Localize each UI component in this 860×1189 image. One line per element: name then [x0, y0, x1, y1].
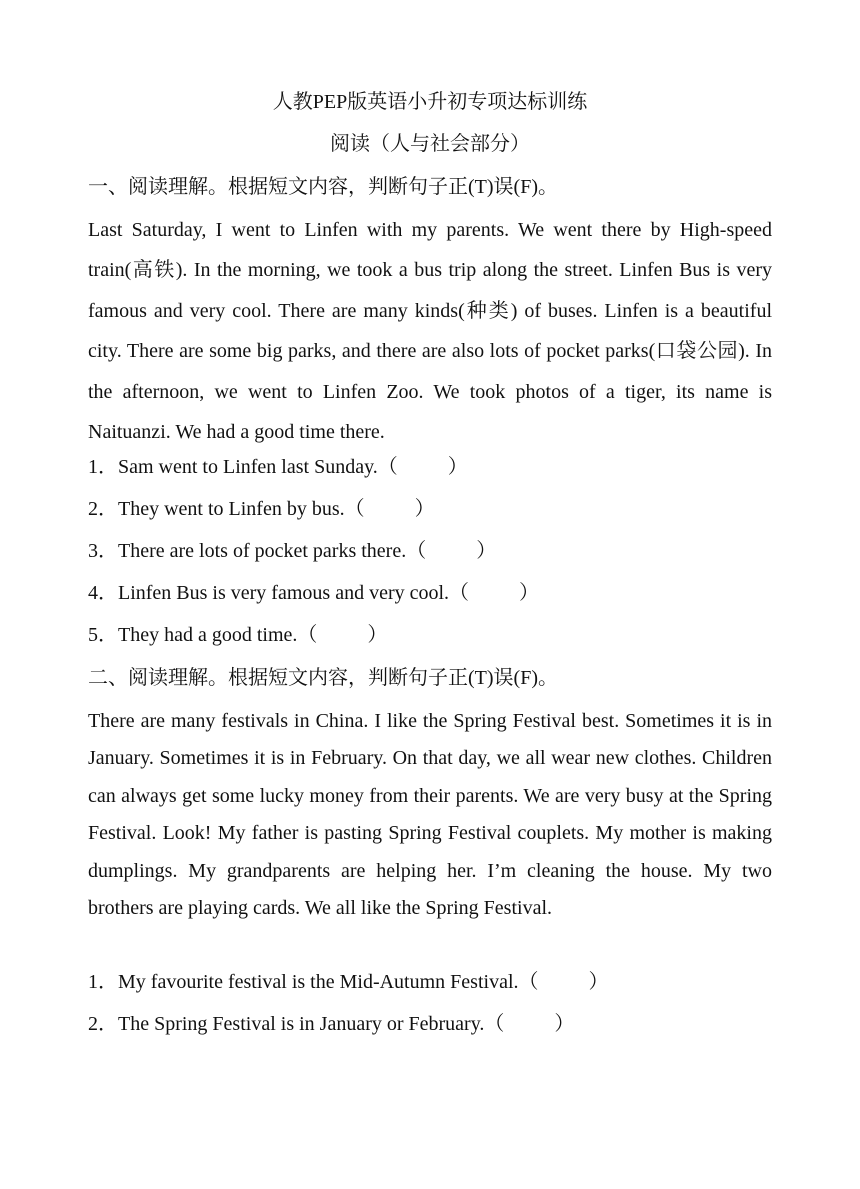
question-number: 2． [88, 1013, 118, 1035]
question-number: 5． [88, 624, 118, 646]
section-1-question-3 [88, 537, 496, 565]
worksheet-title: 人教PEP版英语小升初专项达标训练 [272, 91, 588, 113]
section-2-passage: There are many festivals in China. I like the Spring Festival best. Sometimes it is in January. Sometimes it is in February. On that day, we all wear new clothes. Children can always get some lucky money from their parents. We are very busy at the Spring Festival. Look! My father is pasting Spring Festival couplets. My mother is making dumplings. My grandparents are helping her. I’m cleaning the house. My two brothers are playing cards. We all like the Spring Festival. [88, 710, 772, 920]
section-2-heading: 二、阅读理解。根据短文内容，判断句子正(T)误(F)。 [88, 667, 558, 689]
section-2-question-2 [88, 1010, 574, 1038]
section-1-passage: Last Saturday, I went to Linfen with my parents. We went there by High-speed train(高铁). In the morning, we took a bus trip along the street. Linfen Bus is very famous and very cool. There are many kinds(种类) of buses. Linfen is a beautiful city. There are some big parks, and there are also lots of pocket parks(口袋公园). In the afternoon, we went to Linfen Zoo. We took photos of a tiger, its name is Naituanzi. We had a good time there. [88, 219, 772, 444]
question-text: Sam went to Linfen last Sunday. [118, 456, 378, 478]
question-text: They went to Linfen by bus. [118, 498, 345, 520]
question-number: 1． [88, 456, 118, 478]
section-1-question-2 [88, 495, 435, 523]
section-1-question-4 [88, 579, 539, 607]
section-1-heading: 一、阅读理解。根据短文内容，判断句子正(T)误(F)。 [88, 176, 558, 198]
section-1-question-5 [88, 621, 387, 649]
section-2-question-1 [88, 968, 609, 996]
answer-blank[interactable]: （ ） [344, 498, 435, 520]
question-text: Linfen Bus is very famous and very cool. [118, 582, 450, 604]
question-text: The Spring Festival is in January or February. [118, 1013, 485, 1035]
question-number: 1． [88, 971, 118, 993]
question-number: 4． [88, 582, 118, 604]
answer-blank[interactable]: （ ） [377, 456, 468, 478]
question-text: They had a good time. [118, 624, 298, 646]
worksheet-subtitle: 阅读（人与社会部分） [330, 133, 530, 155]
answer-blank[interactable]: （ ） [406, 540, 497, 562]
question-number: 2． [88, 498, 118, 520]
question-text: There are lots of pocket parks there. [118, 540, 407, 562]
question-number: 3． [88, 540, 118, 562]
section-1-question-1 [88, 453, 468, 481]
question-text: My favourite festival is the Mid-Autumn Festival. [118, 971, 519, 993]
answer-blank[interactable]: （ ） [449, 582, 540, 604]
answer-blank[interactable]: （ ） [297, 624, 388, 646]
answer-blank[interactable]: （ ） [484, 1013, 575, 1035]
answer-blank[interactable]: （ ） [518, 971, 609, 993]
